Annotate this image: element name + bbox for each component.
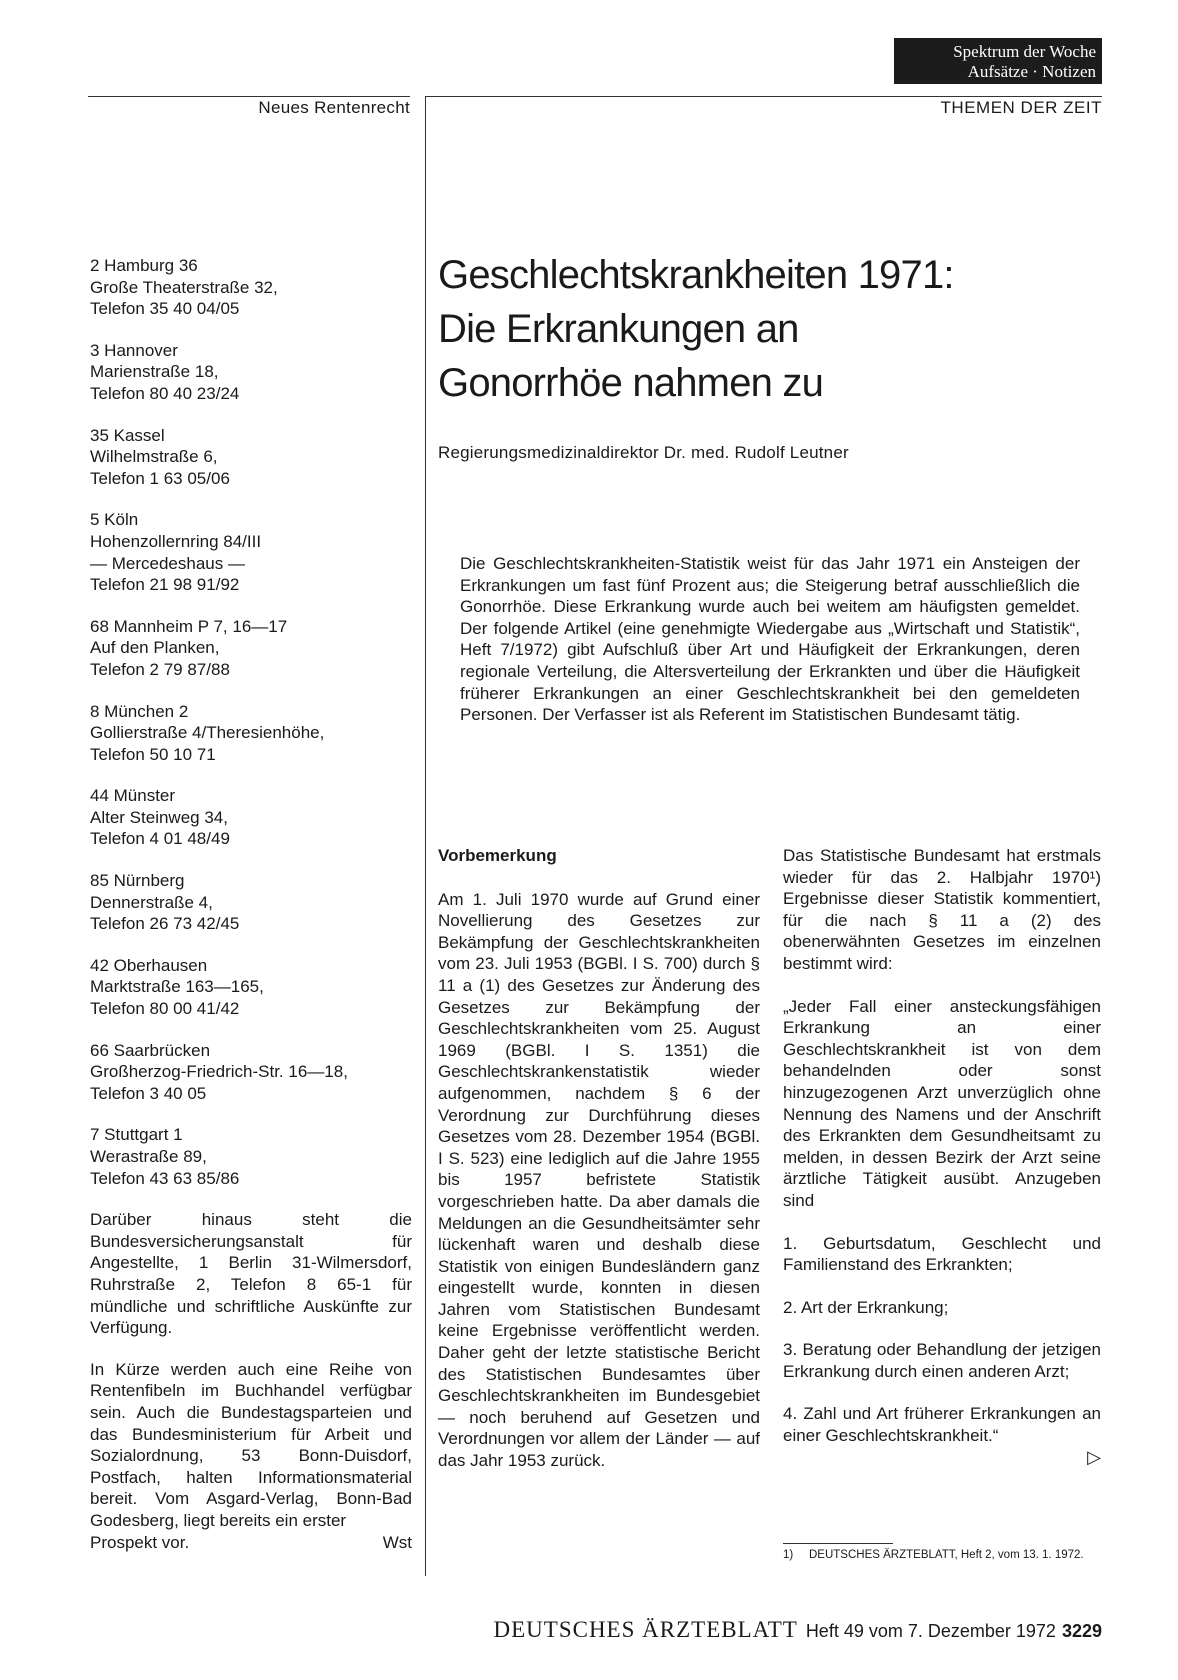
address-block: [90, 616, 412, 681]
address-line: Telefon 4 01 48/49: [90, 829, 230, 849]
list-item: 1. Geburtsdatum, Geschlecht und Familienstand des Erkrankten;: [783, 1233, 1101, 1275]
section-heading: Vorbemerkung: [438, 846, 557, 865]
article-title-line-1: Geschlechtskrankheiten 1971:: [438, 253, 954, 297]
address-line: Marktstraße 163—165,: [90, 977, 264, 997]
badge-line-2: Aufsätze · Notizen: [967, 62, 1096, 81]
article-title: [438, 248, 1098, 410]
list-item: 2. Art der Erkrankung;: [783, 1297, 949, 1317]
article-abstract: Die Geschlechtskrankheiten-Statistik weist für das Jahr 1971 ein Ansteigen der Erkrankungen um fast fünf Prozent aus; die Steigerung betraf ausschließlich die Gonorrhöe. Diese Erkrankung wurde auch bei weitem am häufigsten gemeldet. Der folgende Artikel (eine genehmigte Wiedergabe aus „Wirtschaft und Statistik“, Heft 7/1972) gibt Aufschluß über Art und Häufigkeit der Erkrankungen, deren regionale Verteilung, die Altersverteilung der Erkrankten und über die Häufigkeit früherer Erkrankungen an einer Geschlechtskrankheit bei den gemeldeten Personen. Der Verfasser ist als Referent im Statistischen Bundesamt tätig.: [460, 554, 1080, 725]
address-block: [90, 701, 412, 766]
body-column-2: [783, 845, 1101, 1468]
left-paragraph-2: [90, 1359, 412, 1553]
article-author: Regierungsmedizinaldirektor Dr. med. Rudolf Leutner: [438, 443, 849, 462]
address-line: Großherzog-Friedrich-Str. 16—18,: [90, 1062, 348, 1082]
address-line: 5 Köln: [90, 510, 139, 530]
page-footer: [440, 1617, 1102, 1643]
address-line: Marienstraße 18,: [90, 362, 219, 382]
address-line: Werastraße 89,: [90, 1147, 207, 1166]
address-line: 42 Oberhausen: [90, 955, 208, 975]
left-paragraph-2-text: In Kürze werden auch eine Reihe von Rentenfibeln im Buchhandel verfügbar sein. Auch die Bundestagsparteien und das Bundesministerium für Arbeit und Sozialordnung, 53 Bonn-Duisdorf, Postfach, halten Informationsmaterial bereit. Vom Asgard-Verlag, Bonn-Bad Godesberg, liegt bereits ein erster: [90, 1359, 412, 1530]
article-title-line-2: Die Erkrankungen an: [438, 307, 799, 351]
badge-line-1: Spektrum der Woche: [953, 42, 1096, 61]
list-item: 3. Beratung oder Behandlung der jetzigen Erkrankung durch einen anderen Arzt;: [783, 1340, 1101, 1381]
journal-name: DEUTSCHES ÄRZTEBLATT: [493, 1617, 798, 1642]
column-divider: [425, 96, 426, 1576]
address-block: [90, 870, 412, 935]
left-paragraph-2-last-line: Prospekt vor.: [90, 1532, 190, 1552]
header-rule-left: [88, 96, 410, 97]
address-line: Telefon 43 63 85/86: [90, 1168, 240, 1188]
address-line: 66 Saarbrücken: [90, 1040, 211, 1060]
issue-info: Heft 49 vom 7. Dezember 1972: [805, 1621, 1056, 1641]
address-line: 3 Hannover: [90, 340, 178, 360]
address-list: [90, 255, 412, 1189]
address-block: [90, 255, 412, 320]
address-line: Dennerstraße 4,: [90, 892, 213, 912]
address-line: 35 Kassel: [90, 425, 165, 445]
address-block: [90, 785, 412, 850]
author-signoff: Wst: [382, 1532, 412, 1552]
address-block: [90, 340, 412, 405]
article-title-line-3: Gonorrhöe nahmen zu: [438, 361, 824, 405]
address-line: — Mercedeshaus —: [90, 553, 245, 573]
address-line: Hohenzollernring 84/III: [90, 531, 262, 551]
address-line: 7 Stuttgart 1: [90, 1125, 183, 1145]
list-item: 4. Zahl und Art früherer Erkrankungen an einer Geschlechtskrankheit.“: [783, 1404, 1101, 1446]
address-line: Telefon 50 10 71: [90, 744, 216, 764]
address-line: 44 Münster: [90, 786, 176, 806]
address-line: 2 Hamburg 36: [90, 256, 198, 275]
left-paragraph-2-end: [90, 1532, 412, 1554]
section-badge: [894, 38, 1102, 84]
left-column: [90, 255, 412, 1553]
address-block: [90, 509, 412, 595]
address-line: Große Theaterstraße 32,: [90, 277, 278, 297]
body-paragraph: Das Statistische Bundesamt hat erstmals wieder für das 2. Halbjahr 1970¹) Ergebnisse dieser Statistik kommentiert, für die nach § 11 a (2) des obenerwähnten Gesetzes im einzelnen bestimmt wird:: [783, 846, 1101, 973]
footnote: [783, 1549, 1101, 1562]
page-number: 3229: [1061, 1621, 1102, 1641]
address-block: [90, 955, 412, 1020]
address-block: [90, 1040, 412, 1105]
footnote-rule: [783, 1543, 893, 1544]
header-rule-right: [425, 96, 1102, 97]
address-line: Telefon 35 40 04/05: [90, 299, 240, 319]
footnote-text: DEUTSCHES ÄRZTEBLATT, Heft 2, vom 13. 1. 1972.: [809, 1549, 1084, 1561]
address-line: Gollierstraße 4/Theresienhöhe,: [90, 723, 325, 743]
address-line: Telefon 1 63 05/06: [90, 468, 230, 488]
address-line: Telefon 80 00 41/42: [90, 999, 240, 1019]
address-line: 68 Mannheim P 7, 16—17: [90, 616, 288, 636]
address-line: Telefon 80 40 23/24: [90, 383, 240, 403]
section-label-right: THEMEN DER ZEIT: [940, 98, 1102, 117]
address-block: [90, 1124, 412, 1189]
footnote-number: 1): [783, 1549, 794, 1561]
address-line: Telefon 26 73 42/45: [90, 914, 240, 934]
address-line: Telefon 21 98 91/92: [90, 575, 240, 595]
address-line: Telefon 3 40 05: [90, 1083, 207, 1103]
body-column-1: [438, 845, 760, 1493]
address-line: 85 Nürnberg: [90, 871, 185, 891]
address-line: Telefon 2 79 87/88: [90, 659, 230, 679]
continue-arrow-icon: ▷: [1087, 1446, 1101, 1467]
address-line: 8 München 2: [90, 701, 189, 721]
left-paragraph-1: Darüber hinaus steht die Bundesversicherungsanstalt für Angestellte, 1 Berlin 31-Wilmersdorf, Ruhrstraße 2, Telefon 8 65-1 für mündliche und schriftliche Auskünfte zur Verfügung.: [90, 1210, 412, 1338]
address-block: [90, 425, 412, 490]
body-paragraph: Am 1. Juli 1970 wurde auf Grund einer Novellierung des Gesetzes zur Bekämpfung der Geschlechtskrankheiten vom 23. Juli 1953 (BGBl. I S. 700) durch § 11 a (1) des Gesetzes zur Änderung des Gesetzes zur Bekämpfung der Geschlechtskrankheiten vom 25. August 1969 (BGBl. I S. 1351) die Geschlechtskrankenstatistik wieder aufgenommen, nachdem § 6 der Verordnung zur Durchführung dieses Gesetzes vom 28. Dezember 1954 (BGBl. I S. 523) eine lediglich auf die Jahre 1955 bis 1957 befristete Statistik vorgeschrieben hatte. Da aber damals die Meldungen an die Gesundheitsämter sehr lückenhaft waren und deshalb diese Statistik von einigen Bundesländern ganz eingestellt wurde, konnten in diesen Jahren vom Statistischen Bundesamt keine Ergebnisse veröffentlicht werden. Daher geht der letzte statistische Bericht des Statistischen Bundesamtes über Geschlechtskrankheiten im Bundesgebiet — noch beruhend auf Gesetzen und Verordnungen vor allem der Länder — auf das Jahr 1953 zurück.: [438, 889, 760, 1471]
section-label-left: Neues Rentenrecht: [258, 98, 410, 117]
address-line: Auf den Planken,: [90, 638, 220, 658]
law-quote: „Jeder Fall einer ansteckungsfähigen Erkrankung an einer Geschlechtskrankheit ist von dem behandelnden oder sonst hinzugezogenen Arzt unverzüglich ohne Nennung des Namens und der Anschrift des Erkrankten dem Gesundheitsamt zu melden, in dessen Bezirk der Arzt seine ärztliche Tätigkeit ausübt. Anzugeben sind: [783, 996, 1101, 1210]
address-line: Alter Steinweg 34,: [90, 807, 228, 827]
address-line: Wilhelmstraße 6,: [90, 447, 218, 467]
